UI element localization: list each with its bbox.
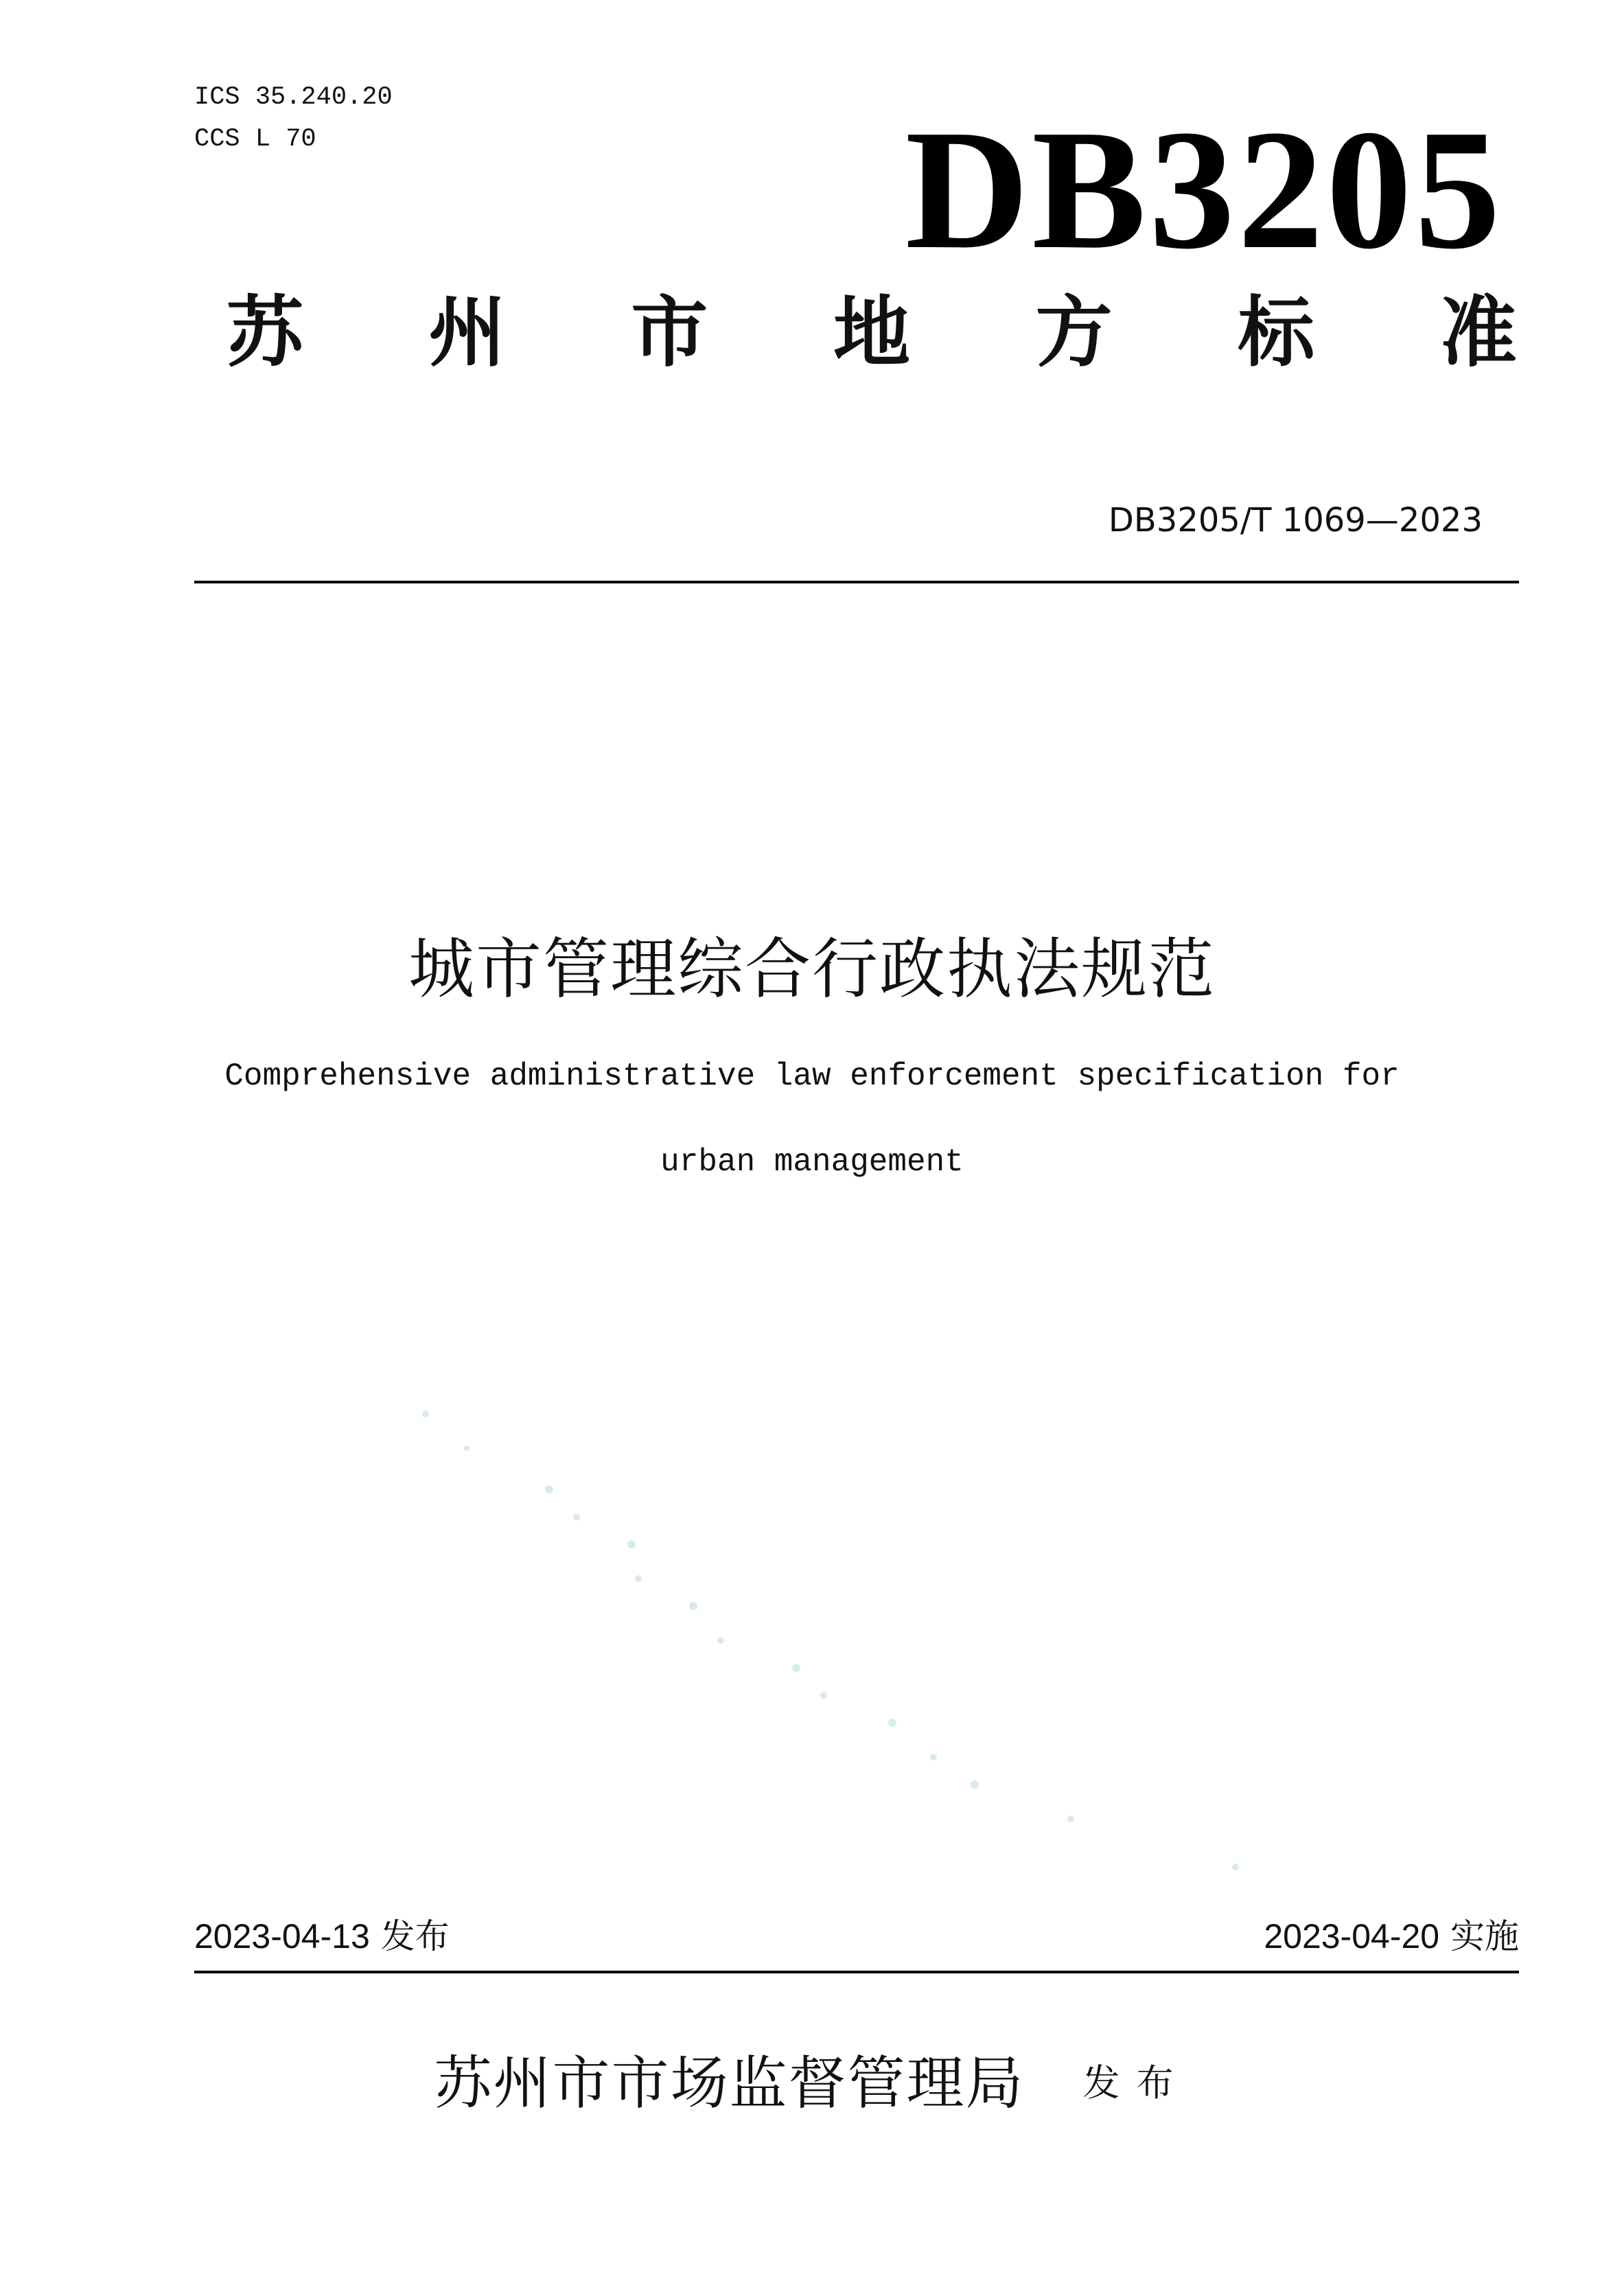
- local-standard-char: 标: [1238, 288, 1315, 378]
- watermark-dots: [412, 1400, 1277, 1908]
- local-standard-char: 苏: [227, 288, 303, 378]
- bottom-divider: [194, 1971, 1519, 1973]
- local-standard-char: 州: [428, 288, 506, 378]
- db-mark: DB3205: [905, 95, 1503, 285]
- standard-number: DB3205/T 1069—2023: [1108, 501, 1483, 540]
- ics-code: ICS 35.240.20: [194, 83, 393, 112]
- issue-date: 2023-04-13: [194, 1917, 370, 1956]
- issue-label: 发布: [380, 1916, 450, 1956]
- document-title-english-line2: urban management: [660, 1144, 964, 1180]
- document-title-english-line1: Comprehensive administrative law enforcement specification for: [224, 1058, 1400, 1094]
- local-standard-char: 地: [833, 288, 910, 378]
- local-standard-char: 市: [631, 288, 708, 378]
- top-divider: [194, 581, 1519, 583]
- issuer-verb: 发布: [1082, 2061, 1190, 2104]
- implement-date-line: [1071, 1915, 1519, 1958]
- implement-date: 2023-04-20: [1264, 1917, 1440, 1956]
- document-title-chinese: 城市管理综合行政执法规范: [408, 931, 1216, 1008]
- issuer-row: [0, 2045, 1624, 2121]
- issuer-name: 苏州市市场监督管理局: [434, 2050, 1025, 2117]
- issue-date-line: [194, 1915, 450, 1958]
- ccs-code: CCS L 70: [194, 125, 316, 154]
- local-standard-heading: [227, 288, 1517, 378]
- implement-label: 实施: [1450, 1916, 1519, 1956]
- local-standard-char: 方: [1035, 288, 1113, 378]
- local-standard-char: 准: [1439, 288, 1517, 378]
